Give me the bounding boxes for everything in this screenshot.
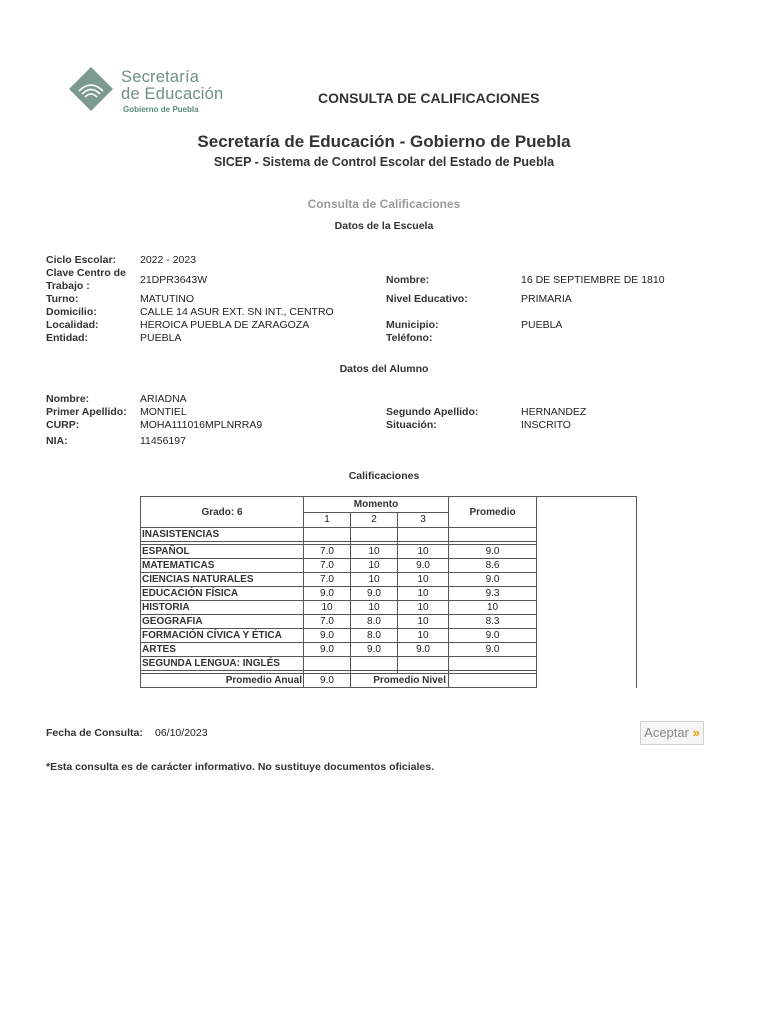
main-subtitle: SICEP - Sistema de Control Escolar del Estado de Puebla (213, 155, 555, 169)
momento-2-grade: 8.0 (351, 629, 398, 643)
momento-1-grade: 9.0 (304, 629, 351, 643)
alumno-nombre-value: ARIADNA (140, 393, 187, 405)
momento-1-grade: 9.0 (304, 587, 351, 601)
momento-3-grade: 9.0 (398, 643, 449, 657)
nia-label: NIA: (46, 435, 68, 447)
aceptar-label: Aceptar (644, 725, 689, 740)
logo-text-secretaria: Secretaría (121, 68, 200, 86)
promedio-nivel-value (449, 674, 537, 688)
subject-name: MATEMATICAS (141, 559, 304, 573)
calificaciones-heading: Calificaciones (348, 470, 420, 482)
nivel-label: Nivel Educativo: (386, 293, 468, 305)
logo-text-educacion: de Educación (121, 85, 224, 103)
entidad-value: PUEBLA (140, 332, 182, 344)
promedio-grade: 9.0 (449, 629, 537, 643)
momento-3-grade: 10 (398, 615, 449, 629)
curp-label: CURP: (46, 419, 80, 431)
alumno-heading: Datos del Alumno (339, 363, 429, 375)
ciclo-value: 2022 - 2023 (140, 254, 197, 266)
municipio-value: PUEBLA (521, 319, 563, 331)
promedio-grade: 9.0 (449, 573, 537, 587)
momento-2-grade: 10 (351, 545, 398, 559)
escuela-heading: Datos de la Escuela (334, 220, 434, 232)
momento-1-header: 1 (304, 512, 351, 528)
situacion-value: INSCRITO (521, 419, 571, 431)
domicilio-value: CALLE 14 ASUR EXT. SN INT., CENTRO (140, 306, 334, 318)
subject-name: EDUCACIÓN FÍSICA (141, 587, 304, 601)
momento-1-grade: 9.0 (304, 643, 351, 657)
momento-2-grade (351, 657, 398, 671)
subject-name: ARTES (141, 643, 304, 657)
inasistencias-label: INASISTENCIAS (141, 528, 304, 542)
logo-text-gobierno: Gobierno de Puebla (123, 105, 199, 114)
momento-1-grade: 10 (304, 601, 351, 615)
clave-value: 21DPR3643W (140, 274, 208, 286)
main-title: Secretaría de Educación - Gobierno de Puebla (197, 132, 571, 151)
turno-label: Turno: (46, 293, 79, 305)
subject-name: CIENCIAS NATURALES (141, 573, 304, 587)
promedio-anual-label: Promedio Anual (141, 674, 304, 688)
promedio-anual-value: 9.0 (304, 674, 351, 688)
momento-3-grade: 10 (398, 601, 449, 615)
promedio-header: Promedio (449, 497, 537, 528)
ciclo-label: Ciclo Escolar: (46, 254, 117, 266)
momento-3-grade: 10 (398, 573, 449, 587)
disclaimer-text: *Esta consulta es de carácter informativo. No sustituye documentos oficiales. (46, 761, 435, 773)
momento-3-grade: 10 (398, 545, 449, 559)
promedio-grade (449, 657, 537, 671)
primer-apellido-label: Primer Apellido: (46, 406, 127, 418)
domicilio-label: Domicilio: (46, 306, 97, 318)
situacion-label: Situación: (386, 419, 437, 431)
consulta-title: Consulta de Calificaciones (307, 197, 461, 211)
momento-2-header: 2 (351, 512, 398, 528)
promedio-grade: 10 (449, 601, 537, 615)
momento-2-grade: 9.0 (351, 643, 398, 657)
aceptar-button[interactable] (640, 721, 704, 745)
momento-header: Momento (304, 497, 449, 513)
promedio-grade: 8.6 (449, 559, 537, 573)
promedio-grade: 9.0 (449, 545, 537, 559)
municipio-label: Municipio: (386, 319, 439, 331)
momento-1-grade: 7.0 (304, 573, 351, 587)
momento-3-header: 3 (398, 512, 449, 528)
momento-1-grade: 7.0 (304, 545, 351, 559)
page-header-title: CONSULTA DE CALIFICACIONES (318, 90, 540, 106)
momento-2-grade: 8.0 (351, 615, 398, 629)
subject-name: GEOGRAFIA (141, 615, 304, 629)
turno-value: MATUTINO (140, 293, 195, 305)
table-empty-column (537, 497, 637, 688)
subject-name: FORMACIÓN CÍVICA Y ÉTICA (141, 629, 304, 643)
localidad-value: HEROICA PUEBLA DE ZARAGOZA (140, 319, 310, 331)
momento-3-grade: 9.0 (398, 559, 449, 573)
fecha-consulta-value: 06/10/2023 (155, 727, 208, 739)
promedio-grade: 8.3 (449, 615, 537, 629)
secretaria-logo (66, 64, 236, 120)
diamond-emblem-icon (68, 66, 114, 112)
momento-3-grade: 10 (398, 587, 449, 601)
nivel-value: PRIMARIA (521, 293, 572, 305)
promedio-nivel-label: Promedio Nivel (351, 674, 449, 688)
nia-value: 11456197 (140, 435, 186, 447)
segundo-apellido-label: Segundo Apellido: (386, 406, 479, 418)
telefono-label: Teléfono: (386, 332, 433, 344)
escuela-nombre-label: Nombre: (386, 274, 430, 286)
promedio-grade: 9.0 (449, 643, 537, 657)
escuela-nombre-value: 16 DE SEPTIEMBRE DE 1810 (521, 274, 665, 286)
momento-1-grade: 7.0 (304, 559, 351, 573)
localidad-label: Localidad: (46, 319, 99, 331)
double-chevron-right-icon: » (692, 725, 700, 740)
momento-2-grade: 10 (351, 559, 398, 573)
subject-name: HISTORIA (141, 601, 304, 615)
clave-label-line2: Trabajo : (46, 280, 90, 292)
subject-name: ESPAÑOL (141, 545, 304, 559)
momento-1-grade: 7.0 (304, 615, 351, 629)
momento-2-grade: 10 (351, 573, 398, 587)
alumno-nombre-label: Nombre: (46, 393, 90, 405)
subject-name: SEGUNDA LENGUA: INGLÉS (141, 657, 304, 671)
momento-1-grade (304, 657, 351, 671)
momento-3-grade (398, 657, 449, 671)
promedio-grade: 9.3 (449, 587, 537, 601)
grades-header-row (141, 497, 637, 513)
clave-label-line1: Clave Centro de (46, 267, 126, 279)
momento-2-grade: 10 (351, 601, 398, 615)
fecha-consulta-label: Fecha de Consulta: (46, 727, 143, 739)
grado-header: Grado: 6 (141, 497, 304, 528)
momento-2-grade: 9.0 (351, 587, 398, 601)
entidad-label: Entidad: (46, 332, 88, 344)
grades-table (140, 496, 637, 688)
segundo-apellido-value: HERNANDEZ (521, 406, 587, 418)
curp-value: MOHA111016MPLNRRA9 (140, 419, 263, 431)
primer-apellido-value: MONTIEL (140, 406, 187, 418)
momento-3-grade: 10 (398, 629, 449, 643)
